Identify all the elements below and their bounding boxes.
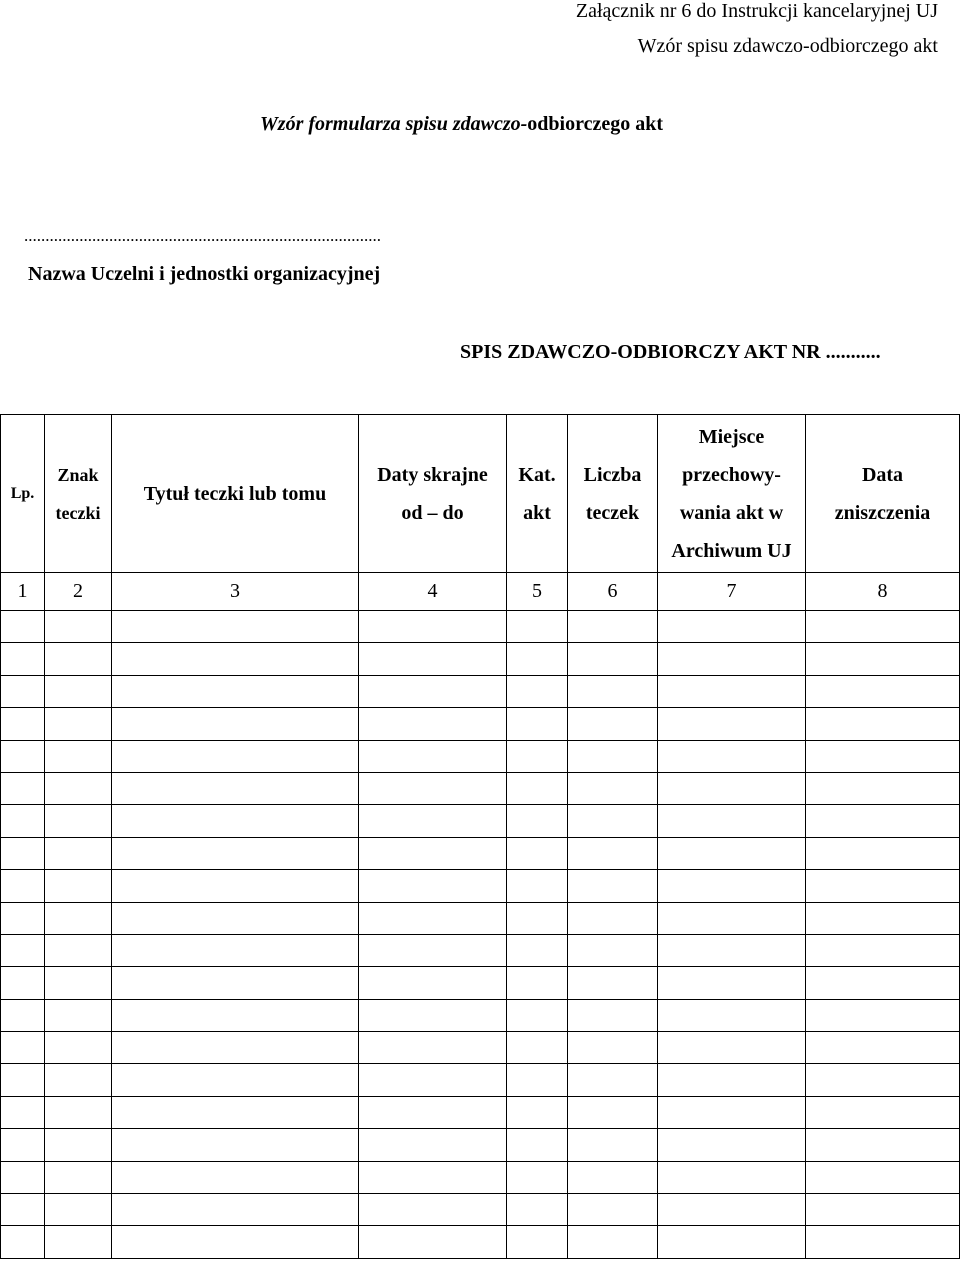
inventory-table — [0, 414, 960, 1259]
table-cell — [568, 675, 658, 707]
column-header-tytul — [112, 415, 359, 573]
table-cell — [359, 967, 507, 999]
table-cell — [658, 837, 806, 869]
table-cell — [112, 1032, 359, 1064]
table-cell — [568, 837, 658, 869]
table-cell — [806, 1226, 960, 1258]
table-row — [1, 1129, 960, 1161]
table-cell — [45, 611, 112, 643]
table-cell — [359, 772, 507, 804]
table-cell — [806, 740, 960, 772]
column-header-data — [806, 415, 960, 573]
table-cell — [112, 675, 359, 707]
table-cell — [1, 837, 45, 869]
table-cell — [359, 1161, 507, 1193]
table-cell — [1, 934, 45, 966]
table-cell — [568, 1194, 658, 1226]
table-cell — [806, 1064, 960, 1096]
table-cell — [45, 805, 112, 837]
table-cell — [1, 1096, 45, 1128]
table-cell — [507, 999, 568, 1031]
table-cell — [359, 740, 507, 772]
table-cell — [806, 1194, 960, 1226]
table-header-row — [1, 415, 960, 573]
table-cell — [45, 967, 112, 999]
table-cell — [112, 1226, 359, 1258]
table-cell — [806, 870, 960, 902]
table-cell — [658, 1194, 806, 1226]
table-cell — [806, 805, 960, 837]
table-cell — [658, 643, 806, 675]
table-cell — [359, 870, 507, 902]
table-row — [1, 999, 960, 1031]
table-cell — [507, 1129, 568, 1161]
table-cell — [359, 805, 507, 837]
table-cell — [658, 1064, 806, 1096]
table-cell — [568, 805, 658, 837]
table-cell — [359, 1194, 507, 1226]
table-cell — [1, 772, 45, 804]
attachment-header: Załącznik nr 6 do Instrukcji kancelaryjnej UJ — [575, 0, 938, 22]
table-cell — [507, 708, 568, 740]
table-cell — [806, 1032, 960, 1064]
table-cell — [112, 870, 359, 902]
table-row — [1, 902, 960, 934]
organization-fill-line: .................................................................................... — [24, 226, 381, 245]
table-row — [1, 967, 960, 999]
table-cell — [359, 902, 507, 934]
column-header-line: teczek — [585, 501, 640, 524]
template-subheader: Wzór spisu zdawczo-odbiorczego akt — [637, 35, 938, 57]
table-cell — [568, 740, 658, 772]
spis-title: SPIS ZDAWCZO-ODBIORCZY AKT NR ........... — [460, 341, 881, 363]
table-cell — [45, 675, 112, 707]
table-cell — [568, 1064, 658, 1096]
table-cell — [507, 837, 568, 869]
table-cell — [359, 1064, 507, 1096]
form-title — [260, 113, 663, 136]
column-header-miejsce — [658, 415, 806, 573]
table-cell — [45, 870, 112, 902]
table-cell — [507, 772, 568, 804]
column-header-line: Liczba — [583, 463, 642, 486]
table-cell — [806, 1096, 960, 1128]
table-cell — [1, 1161, 45, 1193]
table-cell — [359, 934, 507, 966]
column-header-znak — [45, 415, 112, 573]
table-cell — [507, 1032, 568, 1064]
column-header-line: Archiwum UJ — [671, 539, 792, 562]
table-cell — [658, 870, 806, 902]
table-cell — [45, 1161, 112, 1193]
table-cell — [806, 1129, 960, 1161]
table-cell — [507, 1096, 568, 1128]
table-cell — [658, 1129, 806, 1161]
column-header-line: Kat. — [518, 463, 556, 486]
column-number: 2 — [45, 573, 112, 611]
table-row — [1, 1194, 960, 1226]
table-cell — [568, 1096, 658, 1128]
table-cell — [1, 1032, 45, 1064]
table-cell — [507, 740, 568, 772]
table-cell — [568, 1129, 658, 1161]
table-cell — [658, 611, 806, 643]
table-cell — [45, 1096, 112, 1128]
table-cell — [45, 772, 112, 804]
table-cell — [806, 772, 960, 804]
table-cell — [806, 902, 960, 934]
table-cell — [359, 611, 507, 643]
table-cell — [568, 1032, 658, 1064]
table-cell — [45, 934, 112, 966]
table-cell — [1, 611, 45, 643]
column-number-row — [1, 573, 960, 611]
table-row — [1, 611, 960, 643]
column-number: 3 — [112, 573, 359, 611]
column-header-line: zniszczenia — [834, 501, 931, 524]
table-cell — [112, 772, 359, 804]
table-cell — [806, 934, 960, 966]
column-number: 8 — [806, 573, 960, 611]
table-cell — [568, 1161, 658, 1193]
table-cell — [507, 1226, 568, 1258]
table-cell — [359, 643, 507, 675]
column-header-line: od – do — [401, 501, 464, 524]
table-cell — [1, 740, 45, 772]
table-cell — [507, 967, 568, 999]
column-number: 4 — [359, 573, 507, 611]
table-cell — [1, 708, 45, 740]
table-cell — [112, 967, 359, 999]
column-header-line: Data — [861, 463, 904, 486]
table-row — [1, 772, 960, 804]
table-row — [1, 1226, 960, 1258]
table-row — [1, 870, 960, 902]
table-cell — [112, 837, 359, 869]
table-cell — [359, 708, 507, 740]
table-cell — [45, 999, 112, 1031]
table-cell — [112, 643, 359, 675]
table-cell — [359, 837, 507, 869]
table-cell — [359, 1226, 507, 1258]
table-cell — [507, 1064, 568, 1096]
table-cell — [568, 1226, 658, 1258]
table-cell — [658, 1032, 806, 1064]
table-cell — [1, 1129, 45, 1161]
table-cell — [658, 805, 806, 837]
table-cell — [112, 708, 359, 740]
table-cell — [806, 967, 960, 999]
table-cell — [1, 870, 45, 902]
column-header-daty — [359, 415, 507, 573]
table-cell — [658, 1096, 806, 1128]
table-cell — [507, 675, 568, 707]
table-cell — [45, 1032, 112, 1064]
table-cell — [507, 805, 568, 837]
column-header-line: wania akt w — [679, 501, 784, 524]
table-cell — [507, 1194, 568, 1226]
table-row — [1, 1064, 960, 1096]
column-header-lp — [1, 415, 45, 573]
table-cell — [359, 1129, 507, 1161]
table-cell — [658, 772, 806, 804]
column-header-kat — [507, 415, 568, 573]
table-cell — [658, 934, 806, 966]
column-number: 1 — [1, 573, 45, 611]
table-cell — [806, 837, 960, 869]
table-cell — [112, 1129, 359, 1161]
table-cell — [507, 870, 568, 902]
table-cell — [112, 902, 359, 934]
table-row — [1, 1096, 960, 1128]
table-cell — [507, 934, 568, 966]
table-cell — [658, 708, 806, 740]
table-row — [1, 1032, 960, 1064]
table-cell — [359, 999, 507, 1031]
column-header-line: Znak — [57, 464, 99, 485]
table-cell — [45, 1064, 112, 1096]
column-header-line: akt — [523, 501, 551, 524]
table-cell — [112, 1064, 359, 1096]
column-number: 6 — [568, 573, 658, 611]
table-cell — [112, 611, 359, 643]
table-cell — [568, 611, 658, 643]
table-cell — [568, 999, 658, 1031]
table-cell — [806, 999, 960, 1031]
column-header-line: Tytuł teczki lub tomu — [143, 482, 327, 505]
organization-label: Nazwa Uczelni i jednostki organizacyjnej — [28, 263, 381, 285]
table-cell — [507, 1161, 568, 1193]
table-cell — [658, 1226, 806, 1258]
table-cell — [45, 1226, 112, 1258]
table-cell — [658, 999, 806, 1031]
table-row — [1, 740, 960, 772]
table-cell — [1, 805, 45, 837]
table-cell — [1, 675, 45, 707]
form-title-rest: odbiorczego akt — [527, 113, 664, 135]
column-header-line: Lp. — [10, 484, 35, 502]
table-cell — [45, 902, 112, 934]
column-number: 7 — [658, 573, 806, 611]
form-title-italic: Wzór formularza spisu zdawczo- — [260, 113, 528, 135]
table-cell — [658, 675, 806, 707]
table-cell — [112, 1194, 359, 1226]
table-row — [1, 643, 960, 675]
table-cell — [1, 1064, 45, 1096]
table-row — [1, 805, 960, 837]
table-cell — [45, 643, 112, 675]
table-row — [1, 1161, 960, 1193]
table-row — [1, 675, 960, 707]
table-row — [1, 708, 960, 740]
table-cell — [507, 643, 568, 675]
column-header-line: przechowy- — [682, 463, 781, 486]
table-cell — [568, 772, 658, 804]
table-cell — [112, 805, 359, 837]
table-cell — [658, 902, 806, 934]
table-cell — [568, 967, 658, 999]
table-cell — [112, 1161, 359, 1193]
table-cell — [112, 1096, 359, 1128]
column-header-line: teczki — [55, 502, 101, 523]
table-cell — [359, 675, 507, 707]
table-cell — [1, 1194, 45, 1226]
table-cell — [45, 1194, 112, 1226]
table-row — [1, 837, 960, 869]
inventory-table-wrap — [0, 414, 959, 1259]
table-cell — [1, 999, 45, 1031]
table-cell — [45, 1129, 112, 1161]
table-cell — [806, 675, 960, 707]
table-cell — [568, 902, 658, 934]
table-cell — [507, 902, 568, 934]
table-cell — [507, 611, 568, 643]
column-header-line: Daty skrajne — [377, 463, 488, 486]
table-cell — [45, 708, 112, 740]
column-header-liczba — [568, 415, 658, 573]
table-cell — [568, 708, 658, 740]
table-cell — [1, 902, 45, 934]
table-cell — [1, 643, 45, 675]
table-cell — [359, 1032, 507, 1064]
table-cell — [568, 870, 658, 902]
table-cell — [45, 837, 112, 869]
table-cell — [112, 934, 359, 966]
table-cell — [568, 934, 658, 966]
table-cell — [658, 967, 806, 999]
table-row — [1, 934, 960, 966]
table-cell — [45, 740, 112, 772]
table-cell — [806, 643, 960, 675]
table-cell — [1, 1226, 45, 1258]
table-cell — [806, 708, 960, 740]
table-cell — [658, 740, 806, 772]
table-cell — [806, 1161, 960, 1193]
table-cell — [568, 643, 658, 675]
table-cell — [1, 967, 45, 999]
column-number: 5 — [507, 573, 568, 611]
table-cell — [359, 1096, 507, 1128]
table-cell — [806, 611, 960, 643]
column-header-line: Miejsce — [698, 425, 765, 448]
table-cell — [112, 740, 359, 772]
table-cell — [112, 999, 359, 1031]
table-cell — [658, 1161, 806, 1193]
